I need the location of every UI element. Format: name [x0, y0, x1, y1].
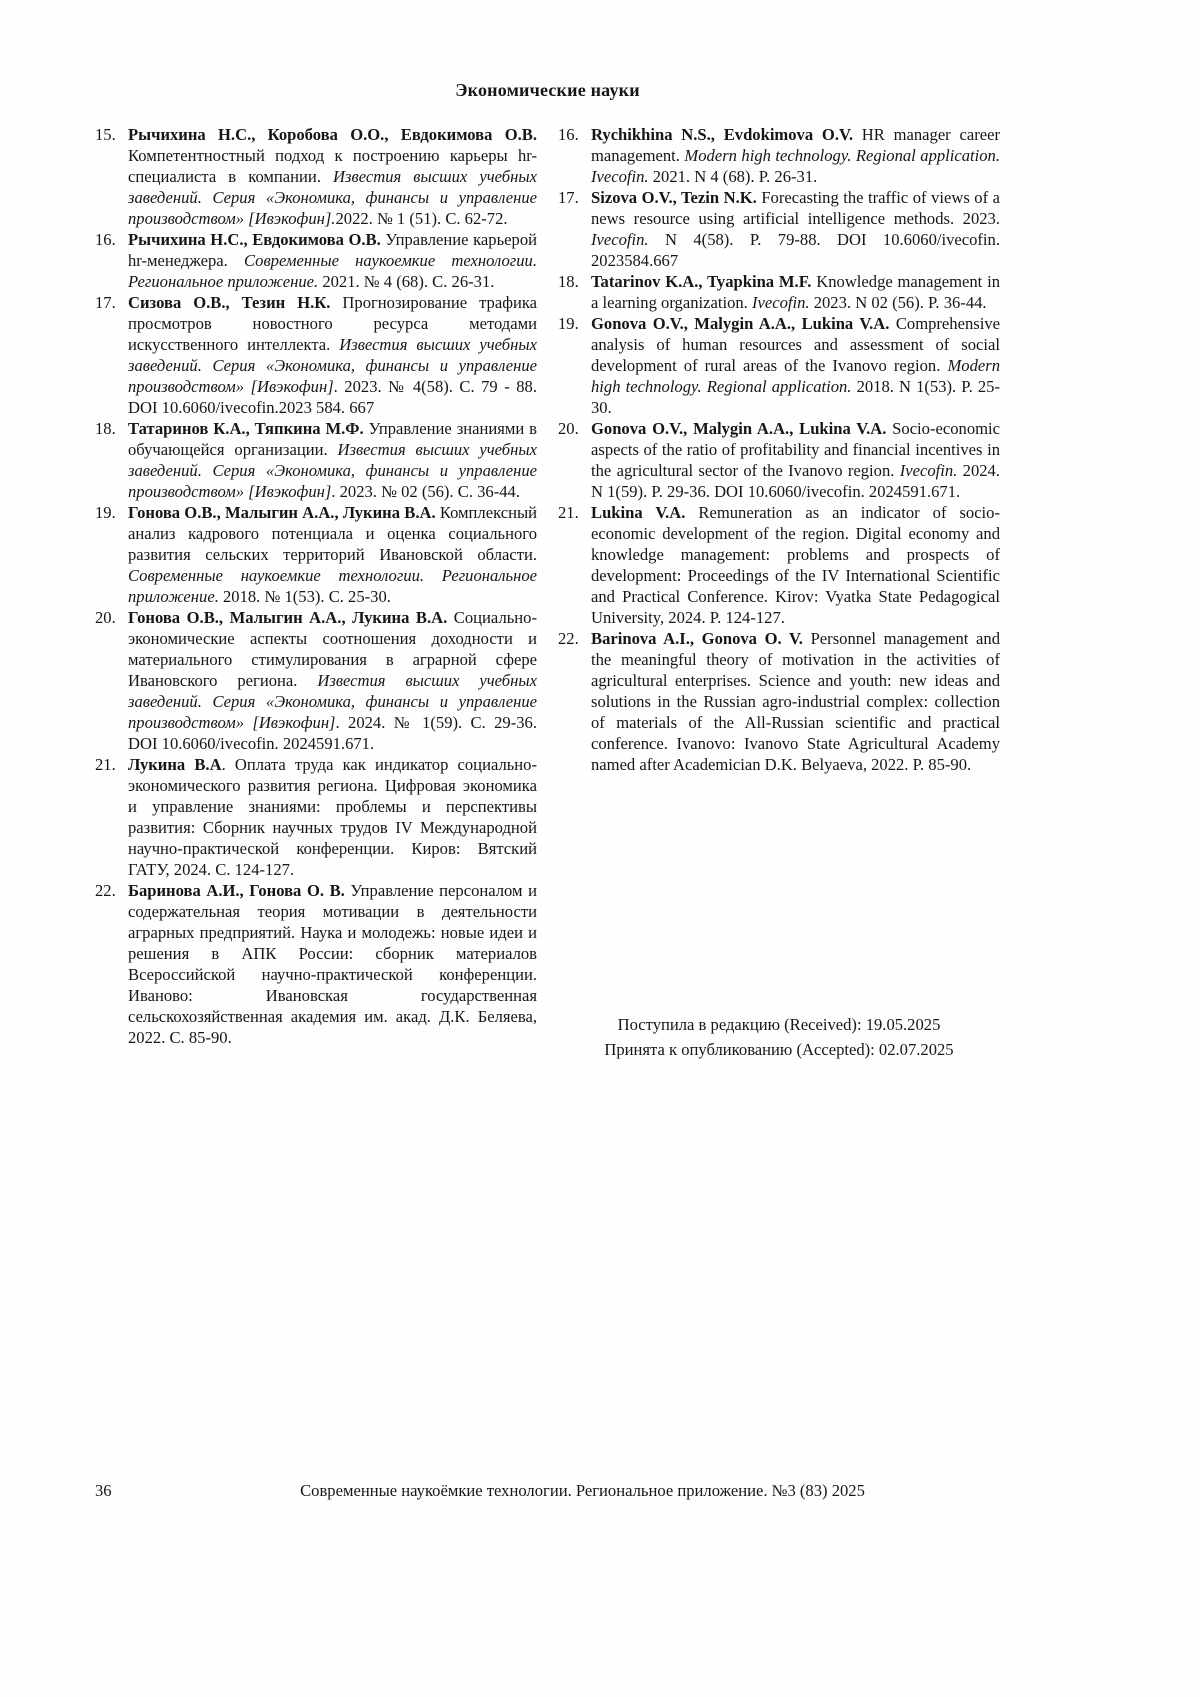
reference-segment: Рычихина Н.С., Евдокимова О.В. [128, 230, 381, 249]
reference-text [591, 313, 1000, 418]
reference-item [95, 754, 537, 880]
reference-text [591, 502, 1000, 628]
reference-text [128, 418, 537, 502]
reference-number: 21. [95, 755, 116, 774]
reference-number: 18. [95, 419, 116, 438]
reference-segment: Компетентностный подход к построению карьеры hr-специалиста в компании. [128, 146, 537, 186]
reference-text [128, 229, 537, 292]
references-column-right [558, 124, 1000, 775]
reference-text [591, 187, 1000, 271]
reference-segment: Сизова О.В., Тезин Н.К. [128, 293, 331, 312]
reference-segment: Прогнозирование трафика просмотров новостного ресурса методами искусственного интеллекта. [128, 293, 538, 354]
reference-segment: Ivecofin. [899, 461, 958, 480]
reference-item [95, 880, 537, 1048]
reference-item [558, 313, 1000, 418]
reference-text [128, 880, 537, 1048]
reference-segment: Tatarinov K.A., Tyapkina M.F. [591, 272, 812, 291]
reference-segment: Татаринов К.А., Тяпкина М.Ф. [128, 419, 364, 438]
reference-text [128, 292, 537, 418]
reference-item [95, 418, 537, 502]
reference-segment: 2023. N 02 (56). P. 36-44. [809, 293, 987, 312]
reference-segment: Комплексный анализ кадрового потенциала и оценка социального развития сельских территорий Ивановской области. [128, 503, 537, 564]
reference-segment: Социально-экономические аспекты соотношения доходности и материального стимулирования в аграрной сфере Ивановского региона. [128, 608, 537, 690]
reference-segment: N 4(58). P. 79-88. DOI 10.6060/ivecofin. 2023584.667 [591, 230, 1000, 270]
section-title: Экономические науки [455, 80, 640, 100]
reference-segment: Лукина В.А [128, 755, 222, 774]
reference-text [128, 607, 537, 754]
reference-segment: 2022. № 1 (51). С. 62-72. [335, 209, 508, 228]
reference-segment: Modern high technology. Regional application. Ivecofin. [591, 146, 1001, 186]
reference-item [558, 502, 1000, 628]
references-column-left [95, 124, 537, 1048]
reference-segment: Gonova O.V., Malygin A.A., Lukina V.A. [591, 314, 890, 333]
reference-segment: Gonova O.V., Malygin A.A., Lukina V.A. [591, 419, 887, 438]
reference-text [591, 124, 1000, 187]
reference-segment: Управление знаниями в обучающейся организации. [128, 419, 537, 459]
accepted-line: Принята к опубликованию (Accepted): 02.07.2025 [604, 1040, 954, 1059]
reference-number: 19. [95, 503, 116, 522]
reference-segment: 2021. N 4 (68). P. 26-31. [648, 167, 818, 186]
page-number: 36 [95, 1481, 112, 1500]
reference-segment: Barinova A.I., Gonova O. V. [591, 629, 803, 648]
reference-segment: 2018. № 1(53). С. 25-30. [218, 587, 391, 606]
received-line: Поступила в редакцию (Received): 19.05.2025 [617, 1015, 941, 1034]
reference-segment: Lukina V.A. [591, 503, 686, 522]
reference-item [558, 628, 1000, 775]
reference-segment: . Оплата труда как индикатор социально-экономического развития региона. Цифровая экономика и управление знаниями: проблемы и перспективы развития: Сборник научных трудов IV Международной научно-практической конференции. Киров: Вятский ГАТУ, 2024. С. 124-127. [128, 755, 538, 879]
reference-segment: Гонова О.В., Малыгин А.А., Лукина В.А. [128, 608, 448, 627]
reference-segment: Известия высших учебных заведений. Серия «Экономика, финансы и управление производством» [Ивэкофин] [128, 440, 537, 501]
reference-item [558, 124, 1000, 187]
reference-segment: Рычихина Н.С., Коробова О.О., Евдокимова О.В. [128, 125, 537, 144]
reference-number: 21. [558, 503, 579, 522]
reference-text [591, 271, 1000, 313]
reference-item [95, 502, 537, 607]
reference-segment: Ivecofin. [751, 293, 810, 312]
reference-number: 15. [95, 125, 116, 144]
reference-segment: Управление персоналом и содержательная теория мотивации в деятельности аграрных предприятий. Наука и молодежь: новые идеи и решения в АПК России: сборник материалов Всероссийской научно-практической конференции. Иваново: Ивановская государственная сельскохозяйственная академия им. акад. Д.К. Беляева, 2022. С. 85-90. [128, 881, 537, 1047]
reference-segment: . 2023. № 4(58). С. 79 - 88. DOI 10.6060/ivecofin.2023 584. 667 [128, 377, 537, 417]
reference-number: 20. [558, 419, 579, 438]
reference-item [558, 271, 1000, 313]
journal-footer-line: Современные наукоёмкие технологии. Региональное приложение. №3 (83) 2025 [300, 1481, 865, 1500]
reference-segment: Современные наукоемкие технологии. Региональное приложение. [128, 566, 537, 606]
reference-segment: 2024. N 1(59). P. 29-36. DOI 10.6060/ivecofin. 2024591.671. [591, 461, 1000, 501]
reference-segment: Известия высших учебных заведений. Серия «Экономика, финансы и управление производством» [Ивэкофин]. [128, 167, 537, 228]
reference-segment: Comprehensive analysis of human resources and assessment of social development of rural areas of the Ivanovo region. [591, 314, 1000, 375]
reference-number: 16. [95, 230, 116, 249]
reference-item [95, 229, 537, 292]
reference-text [128, 754, 537, 880]
reference-item [95, 124, 537, 229]
reference-text [591, 628, 1000, 775]
reference-number: 18. [558, 272, 579, 291]
reference-text [128, 124, 537, 229]
reference-number: 22. [558, 629, 579, 648]
reference-number: 22. [95, 881, 116, 900]
reference-segment: Sizova O.V., Tezin N.K. [591, 188, 757, 207]
page-footer [95, 1481, 1070, 1501]
reference-number: 17. [558, 188, 579, 207]
reference-segment: Rychikhina N.S., Evdokimova O.V. [591, 125, 853, 144]
reference-number: 17. [95, 293, 116, 312]
received-accepted-block [558, 1012, 1000, 1062]
reference-segment: Гонова О.В., Малыгин А.А., Лукина В.А. [128, 503, 436, 522]
reference-segment: Ivecofin. [591, 230, 649, 249]
reference-number: 19. [558, 314, 579, 333]
reference-segment: HR manager career management. [591, 125, 1000, 165]
reference-segment: . 2023. № 02 (56). С. 36-44. [331, 482, 520, 501]
reference-segment: Управление карьерой hr-менеджера. [128, 230, 537, 270]
reference-segment: Remuneration as an indicator of socio-economic development of the region. Digital economy and knowledge management: problems and prospects of development: Proceedings of the IV International Scientific and Practical Conference. Kirov: Vyatka State Pedagogical University, 2024. P. 124-127. [591, 503, 1000, 627]
reference-item [558, 187, 1000, 271]
reference-number: 16. [558, 125, 579, 144]
reference-segment: 2021. № 4 (68). С. 26-31. [318, 272, 495, 291]
reference-item [95, 292, 537, 418]
reference-segment: Современные наукоемкие технологии. Региональное приложение. [128, 251, 537, 291]
reference-segment: Forecasting the traffic of views of a news resource using artificial intelligence methods. 2023. [591, 188, 1000, 228]
reference-segment: Personnel management and the meaningful theory of motivation in the activities of agricultural enterprises. Science and youth: new ideas and solutions in the Russian agro-industrial complex: collection of materials of the All-Russian scientific and practical conference. Ivanovo: Ivanovo State Agricultural Academy named after Academician D.K. Belyaeva, 2022. P. 85-90. [591, 629, 1000, 774]
reference-segment: Известия высших учебных заведений. Серия «Экономика, финансы и управление производством» [Ивэкофин] [128, 671, 537, 732]
reference-segment: Modern high technology. Regional application. [591, 356, 1000, 396]
reference-segment: 2018. N 1(53). P. 25-30. [591, 377, 1001, 417]
reference-item [95, 607, 537, 754]
reference-segment: Knowledge management in a learning organization. [591, 272, 1000, 312]
reference-text [591, 418, 1000, 502]
reference-text [128, 502, 537, 607]
reference-segment: Известия высших учебных заведений. Серия «Экономика, финансы и управление производством» [Ивэкофин] [128, 335, 537, 396]
reference-number: 20. [95, 608, 116, 627]
reference-segment: Баринова А.И., Гонова О. В. [128, 881, 345, 900]
reference-item [558, 418, 1000, 502]
reference-segment: Socio-economic aspects of the ratio of profitability and financial incentives in the agricultural sector of the Ivanovo region. [591, 419, 1000, 480]
reference-segment: . 2024. № 1(59). С. 29-36. DOI 10.6060/ivecofin. 2024591.671. [128, 713, 537, 753]
references-columns [95, 124, 1000, 1048]
